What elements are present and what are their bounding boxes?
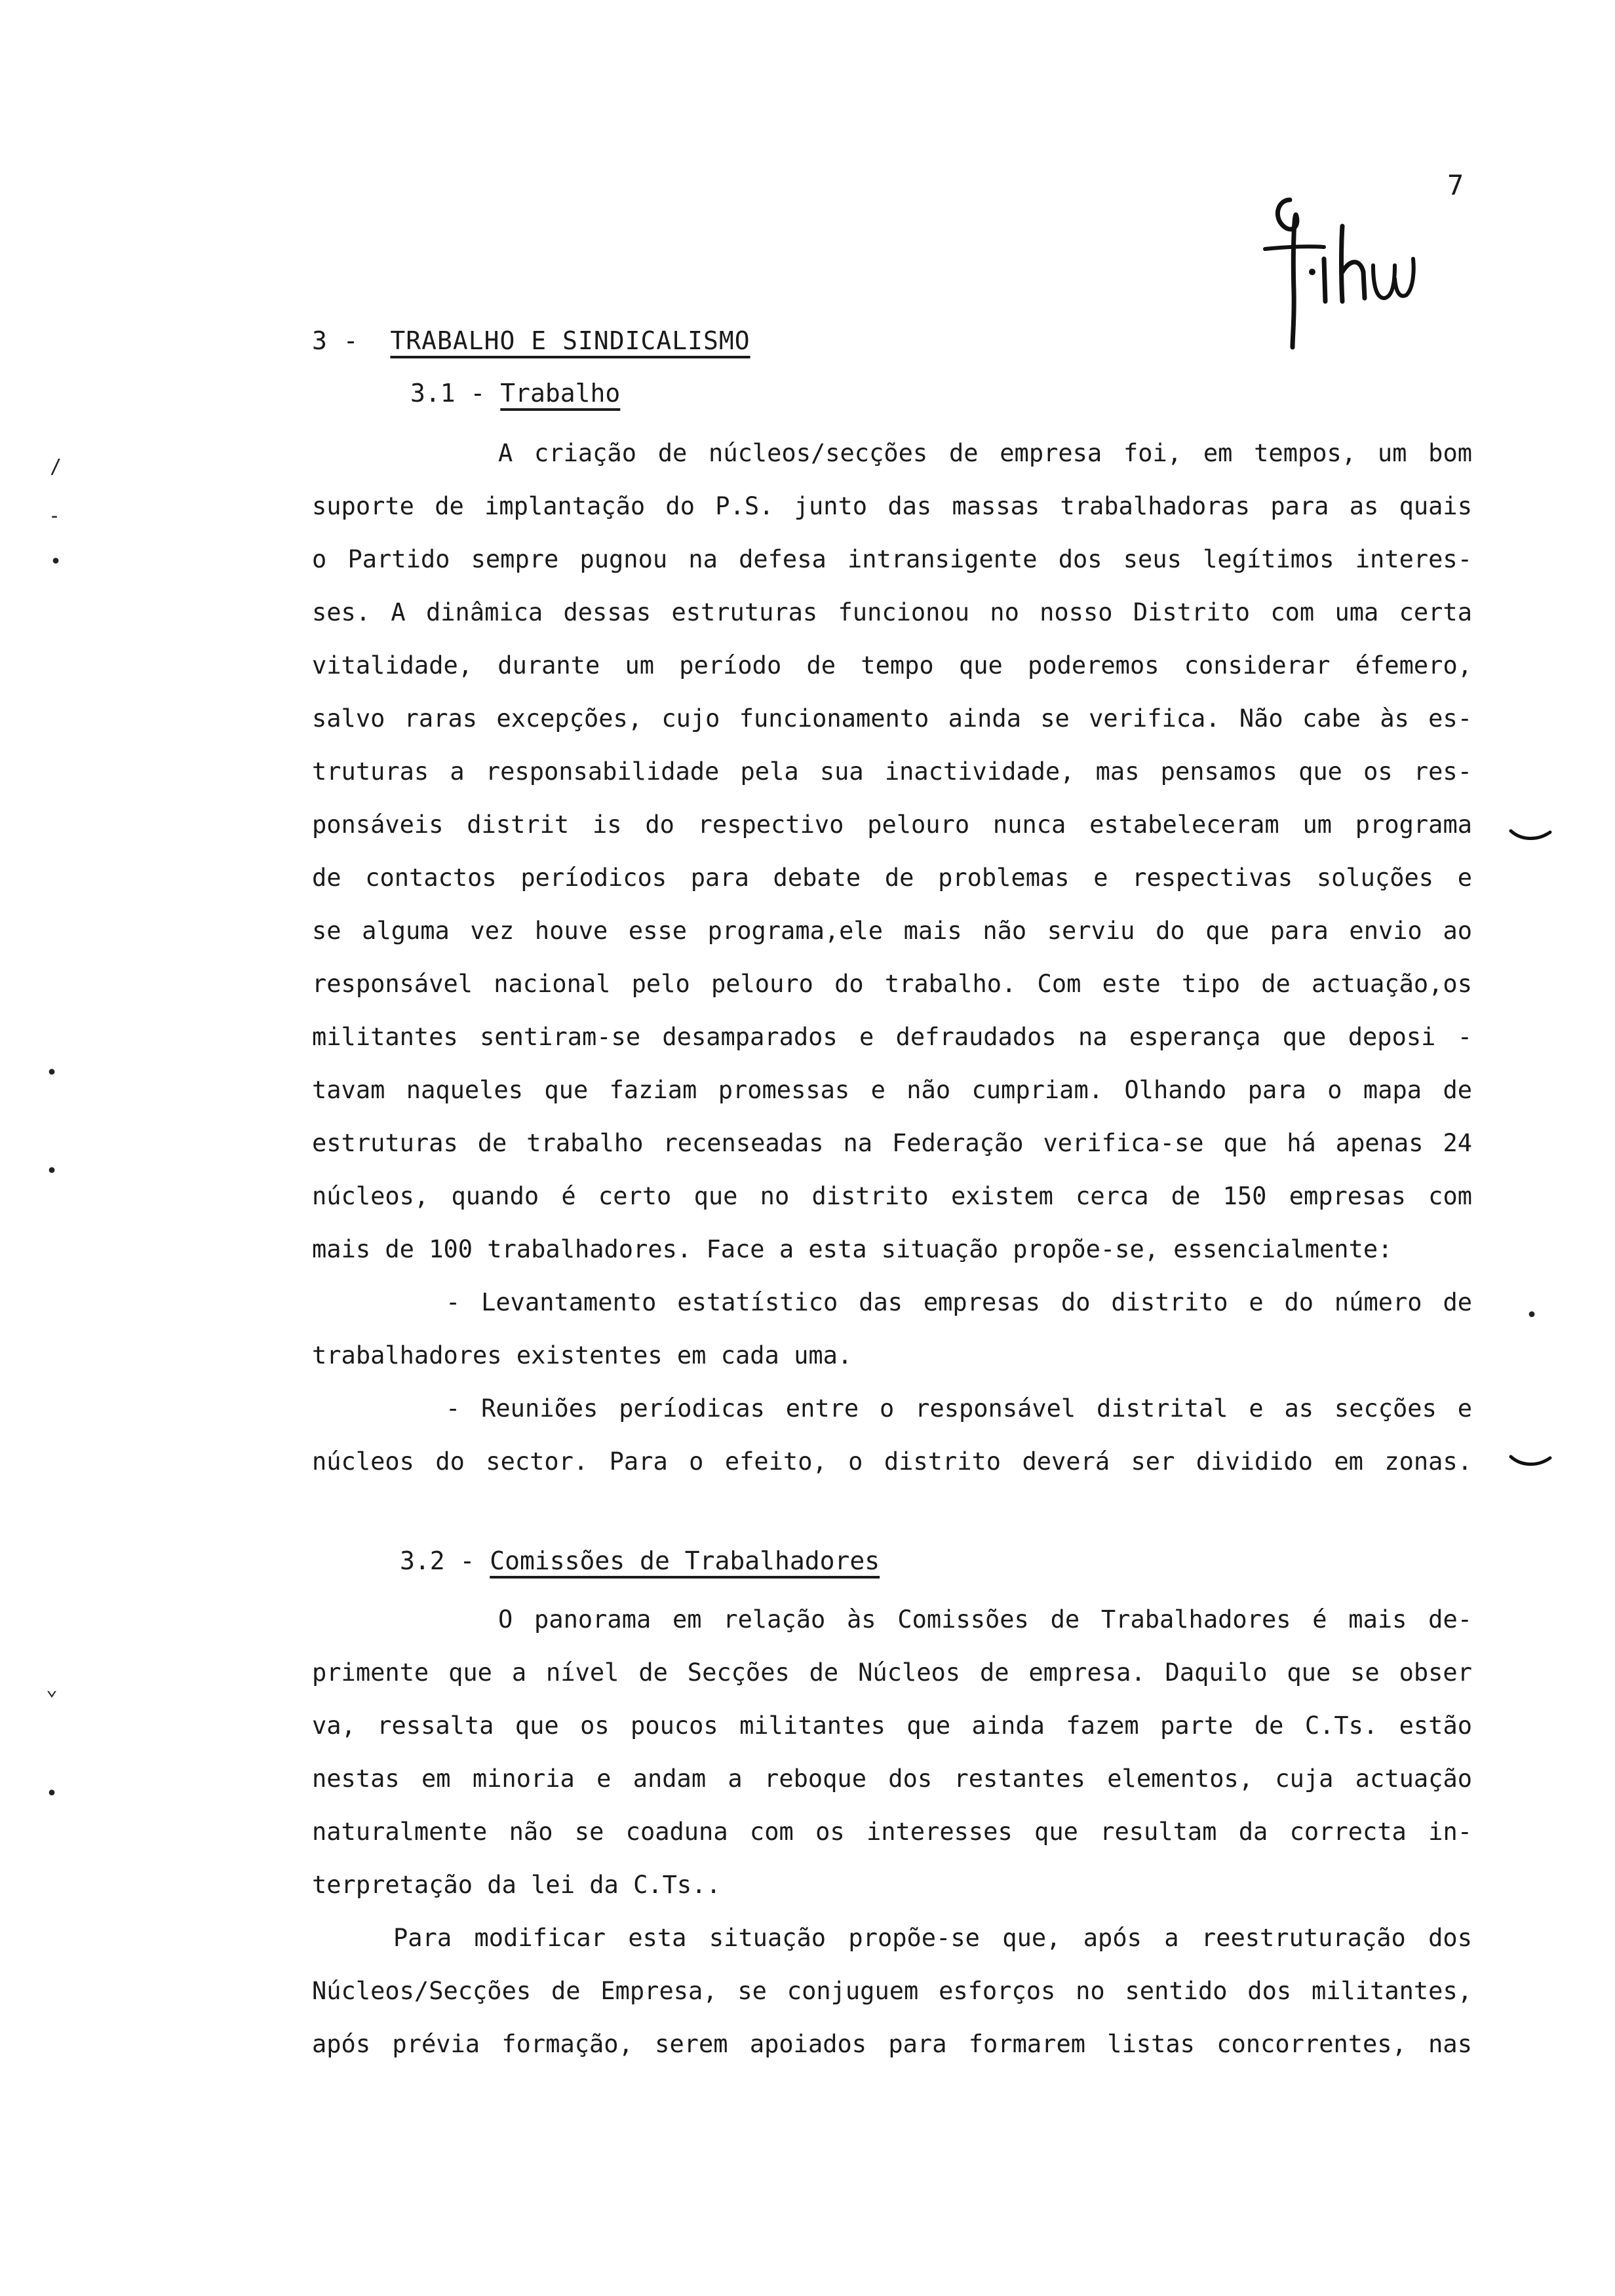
text-line: responsável nacional pelo pelouro do trabalho. Com este tipo de actuação,os — [312, 970, 1472, 998]
text-line: truturas a responsabilidade pela sua inactividade, mas pensamos que os res- — [312, 757, 1472, 786]
subsection-number: 3.1 - — [410, 379, 486, 408]
margin-mark: ⌄ — [46, 1677, 58, 1700]
section-number: 3 - — [312, 326, 359, 355]
subsection-title: Comissões de Trabalhadores — [490, 1546, 880, 1575]
text-line: nestas em minoria e andam a reboque dos restantes elementos, cuja actuação — [312, 1765, 1472, 1793]
text-line: A criação de núcleos/secções de empresa foi, em tempos, um bom — [498, 439, 1472, 467]
text-line: de contactos períodicos para debate de problemas e respectivas soluções e — [312, 864, 1472, 892]
text-line: - Levantamento estatístico das empresas do distrito e do número de — [446, 1288, 1472, 1316]
text-line: O panorama em relação às Comissões de Trabalhadores é mais de- — [498, 1605, 1472, 1634]
margin-mark: • — [50, 550, 62, 573]
text-line: trabalhadores existentes em cada uma. — [312, 1341, 853, 1369]
margin-mark: - — [49, 505, 61, 527]
text-line: Para modificar esta situação propõe-se que, após a reestruturação dos — [393, 1924, 1472, 1952]
margin-mark: • — [46, 1782, 58, 1805]
text-line: ses. A dinâmica dessas estruturas funcionou no nosso Distrito com uma certa — [312, 598, 1472, 626]
text-line: se alguma vez houve esse programa,ele mais não serviu do que para envio ao — [312, 917, 1472, 945]
text-line: - Reuniões períodicas entre o responsável distrital e as secções e — [446, 1394, 1472, 1423]
text-line: vitalidade, durante um período de tempo que poderemos considerar éfemero, — [312, 651, 1472, 679]
text-line: núcleos, quando é certo que no distrito existem cerca de 150 empresas com — [312, 1182, 1472, 1210]
text-line: va, ressalta que os poucos militantes que ainda fazem parte de C.Ts. estão — [312, 1712, 1472, 1740]
text-line: militantes sentiram-se desamparados e defraudados na esperança que deposi - — [312, 1023, 1472, 1051]
text-line: estruturas de trabalho recenseadas na Federação verifica-se que há apenas 24 — [312, 1129, 1472, 1157]
subsection-heading-comissoes — [400, 1546, 880, 1575]
margin-mark: / — [50, 455, 62, 478]
margin-curve-mark — [1508, 826, 1553, 845]
subsection-number: 3.2 - — [400, 1546, 475, 1575]
margin-mark: • — [46, 1160, 58, 1183]
page-number: 7 — [1447, 169, 1464, 201]
handwritten-signature — [1258, 187, 1435, 357]
text-line: suporte de implantação do P.S. junto das massas trabalhadoras para as quais — [312, 492, 1472, 520]
text-line: ponsáveis distrit is do respectivo pelouro nunca estabeleceram um programa — [312, 811, 1472, 839]
text-line: terpretação da lei da C.Ts.. — [312, 1871, 721, 1899]
margin-mark: • — [1526, 1304, 1538, 1327]
text-line: mais de 100 trabalhadores. Face a esta situação propõe-se, essencialmente: — [312, 1235, 1393, 1263]
margin-curve-mark — [1508, 1451, 1553, 1471]
text-line: o Partido sempre pugnou na defesa intransigente dos seus legítimos interes- — [312, 545, 1472, 573]
text-line: primente que a nível de Secções de Núcleos de empresa. Daquilo que se obser — [312, 1658, 1472, 1687]
text-line: tavam naqueles que faziam promessas e não cumpriam. Olhando para o mapa de — [312, 1076, 1472, 1104]
margin-mark: • — [46, 1062, 58, 1084]
section-heading — [312, 326, 750, 355]
text-line: Núcleos/Secções de Empresa, se conjuguem esforços no sentido dos militantes, — [312, 1977, 1472, 2005]
subsection-heading-trabalho — [410, 379, 620, 408]
section-title: TRABALHO E SINDICALISMO — [390, 326, 750, 355]
subsection-title: Trabalho — [500, 379, 621, 408]
text-line: naturalmente não se coaduna com os interesses que resultam da correcta in- — [312, 1818, 1472, 1846]
text-line: após prévia formação, serem apoiados para formarem listas concorrentes, nas — [312, 2030, 1472, 2058]
text-line: núcleos do sector. Para o efeito, o distrito deverá ser dividido em zonas. — [312, 1447, 1472, 1476]
text-line: salvo raras excepções, cujo funcionamento ainda se verifica. Não cabe às es- — [312, 704, 1472, 733]
